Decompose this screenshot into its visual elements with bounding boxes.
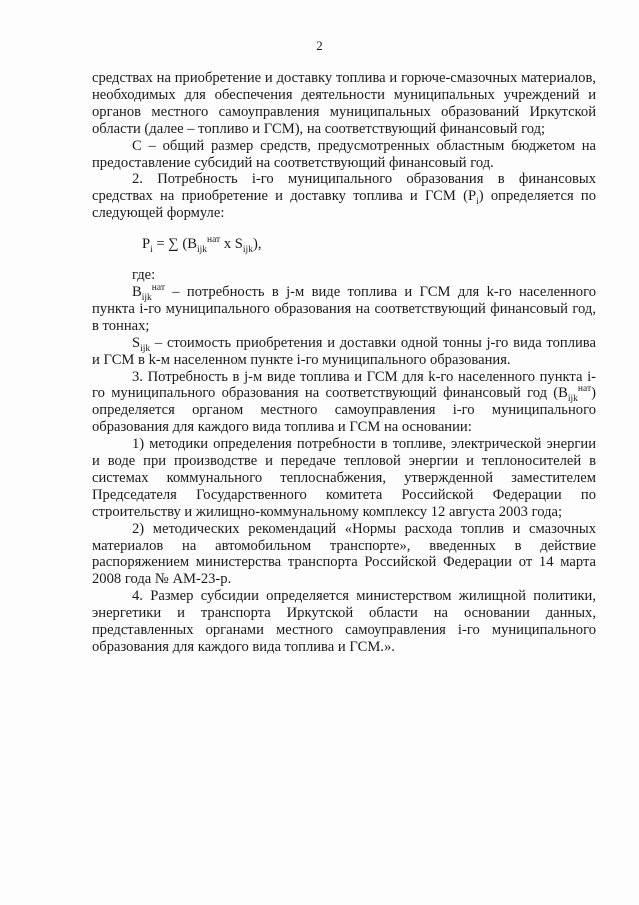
paragraph-need-determination: [92, 369, 596, 437]
p3-subscript: i: [476, 197, 479, 208]
b-subscript: ijk: [141, 292, 152, 303]
s-variable: S: [132, 334, 141, 351]
spacer: [92, 253, 596, 267]
paragraph-where: где:: [132, 267, 156, 284]
s-definition-text: – стоимость приобретения и доставки одной тонны j-го вида топлива и ГСМ в k-м населенном пункте i-го муниципального образования.: [92, 334, 596, 368]
formula-b-superscript: нат: [206, 235, 221, 246]
formula-s-subscript: ijk: [242, 245, 253, 256]
paragraph-b-definition: [92, 284, 596, 335]
paragraph-need-formula-intro: [92, 171, 596, 222]
page-number: 2: [316, 38, 323, 53]
p3-text-before: 2. Потребность i-го муниципального образования в финансовых средствах на приобретение и доставку топлива и ГСМ (P: [92, 171, 596, 205]
paragraph-c-definition: С – общий размер средств, предусмотренных областным бюджетом на предоставление субсидий на соответствующий финансовый год.: [92, 137, 596, 171]
formula-lhs: P: [142, 236, 151, 253]
s-subscript: ijk: [140, 343, 151, 354]
formula: [92, 235, 596, 256]
p4-text-before: 3. Потребность в j-м виде топлива и ГСМ для k-го населенного пункта i-го муниципального образования на соответствующий финансовый год (B: [92, 368, 596, 402]
document-body: [92, 70, 596, 656]
formula-end: ),: [252, 236, 262, 253]
formula-lhs-subscript: i: [150, 245, 153, 256]
paragraph-funds-definition: средствах на приобретение и доставку топлива и горюче-смазочных материалов, необходимых для обеспечения деятельности муниципальных учреждений и органов местного самоуправления муниципальных образований Иркутской области (далее – топливо и ГСМ), на соответствующий финансовый год;: [92, 70, 596, 137]
paragraph-methodology-item-2: 2) методических рекомендаций «Нормы расхода топлив и смазочных материалов на автомобильном транспорте», введенных в действие распоряжением министерства транспорта Российской Федерации от 14 марта 2008 года № АМ-23-р.: [92, 520, 596, 588]
paragraph-s-definition: [92, 335, 596, 369]
p4-subscript: ijk: [567, 394, 578, 405]
p4-superscript: нат: [577, 384, 592, 395]
p4-text-after: ) определяется органом местного самоуправления i-го муниципального образования для каждого вида топлива и ГСМ на основании:: [92, 385, 596, 436]
b-definition-text: – потребность в j-м виде топлива и ГСМ для k-го населенного пункта i-го муниципального образования на соответствующий финансовый год, в тоннах;: [92, 283, 596, 334]
b-superscript: нат: [151, 283, 165, 294]
formula-sum: = ∑ (B: [152, 236, 197, 253]
paragraph-methodology-item-1: 1) методики определения потребности в топливе, электрической энергии и воде при производстве и передаче тепловой энергии и теплоносителей в системах коммунального теплоснабжения, утвержденной заместителем Председателя Государственного комитета Российской Федерации по строительству и жилищно-коммунальному комплексу 12 августа 2003 года;: [92, 436, 596, 520]
b-variable: B: [132, 283, 142, 300]
formula-mid: x S: [220, 236, 243, 253]
formula-b-subscript: ijk: [196, 245, 207, 256]
p3-text-after: ) определяется по следующей формуле:: [92, 188, 596, 222]
paragraph-subsidy-size: 4. Размер субсидии определяется министерством жилищной политики, энергетики и транспорта Иркутской области на основании данных, представленных органами местного самоуправления i-го муниципального образования для каждого вида топлива и ГСМ.».: [92, 588, 596, 655]
